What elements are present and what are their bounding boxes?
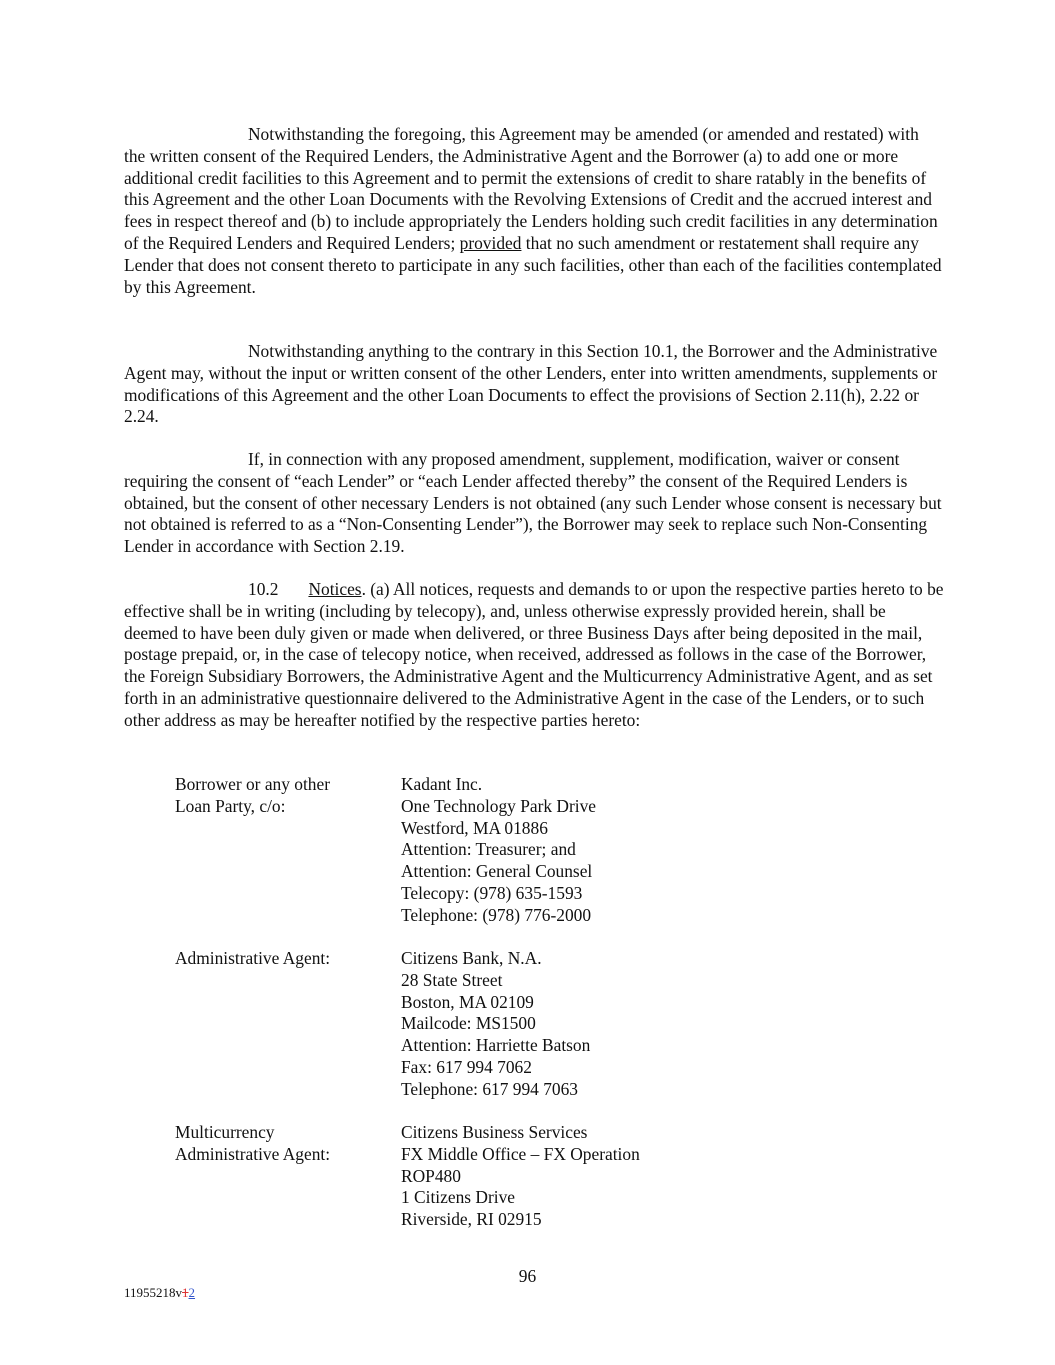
paragraph-non-consenting-lender xyxy=(124,449,944,558)
paragraph-amendment-facilities xyxy=(124,124,944,298)
address-line: Fax: 617 994 7062 xyxy=(401,1056,532,1077)
address-line: 28 State Street xyxy=(401,969,503,990)
address-lines xyxy=(401,1122,801,1231)
address-line: ROP480 xyxy=(401,1165,461,1186)
address-line: Mailcode: MS1500 xyxy=(401,1013,536,1034)
section-heading: Notices xyxy=(308,579,362,599)
document-id xyxy=(124,1285,195,1301)
address-label-line: Administrative Agent: xyxy=(175,948,331,968)
address-label xyxy=(175,774,395,818)
address-label xyxy=(175,1122,395,1166)
address-label-line: Borrower or any other xyxy=(175,774,331,794)
address-line: Riverside, RI 02915 xyxy=(401,1209,542,1230)
document-id-inserted: 2 xyxy=(188,1285,196,1300)
address-line: 1 Citizens Drive xyxy=(401,1187,515,1208)
address-line: Attention: General Counsel xyxy=(401,861,593,882)
address-label-line: Loan Party, c/o: xyxy=(175,795,286,816)
section-number: 10.2 xyxy=(248,579,279,599)
address-line: Attention: Treasurer; and xyxy=(401,839,576,860)
paragraph-2-text: Notwithstanding anything to the contrary in this Section 10.1, the Borrower and the Administrative Agent may, without the input or written consent of the other Lenders, enter into written amendments, supplements or modifications of this Agreement and the other Loan Documents to effect the provisions of Section 2.11(h), 2.22 or 2.24. xyxy=(124,341,938,427)
address-lines xyxy=(401,774,801,927)
paragraph-notices xyxy=(124,579,944,732)
address-line: FX Middle Office – FX Operation xyxy=(401,1143,640,1164)
document-id-base: 11955218v xyxy=(124,1285,183,1300)
page-number: 96 xyxy=(518,1266,537,1286)
provided-term: provided xyxy=(459,232,522,253)
address-lines xyxy=(401,948,801,1101)
address-line: Citizens Business Services xyxy=(401,1122,588,1142)
paragraph-1-before: Notwithstanding the foregoing, this Agreement may be amended (or amended and restated) with the written consent of the Required Lenders, the Administrative Agent and the Borrower (a) to add one or more additional credit facilities to this Agreement and to permit the extensions of credit to share ratably in the benefits of this Agreement and the other Loan Documents with the Revolving Extensions of Credit and the accrued interest and fees in respect thereof and (b) to include appropriately the Lenders holding such credit facilities in any determination of the Required Lenders and Required Lenders; xyxy=(124,124,938,253)
address-label-line: Administrative Agent: xyxy=(175,1143,331,1164)
paragraph-1-after: that no such amendment or restatement shall require any Lender that does not consent thereto to participate in any such facilities, other than each of the facilities contemplated by this Agreement. xyxy=(124,232,942,297)
address-line: One Technology Park Drive xyxy=(401,795,597,816)
address-line: Citizens Bank, N.A. xyxy=(401,948,542,968)
document-id-deleted: 1 xyxy=(182,1285,189,1300)
address-line: Telecopy: (978) 635-1593 xyxy=(401,882,583,903)
address-line: Telephone: 617 994 7063 xyxy=(401,1078,579,1099)
paragraph-3-text: If, in connection with any proposed amendment, supplement, modification, waiver or consent requiring the consent of “each Lender” or “each Lender affected thereby” the consent of the Required Lenders is obtained, but the consent of other necessary Lenders is not obtained (any such Lender whose consent is necessary but not obtained is referred to as a “Non-Consenting Lender”), the Borrower may seek to replace such Non-Consenting Lender in accordance with Section 2.19. xyxy=(124,449,942,557)
paragraph-4-text: . (a) All notices, requests and demands to or upon the respective parties hereto to be effective shall be in writing (including by telecopy), and, unless otherwise expressly provided herein, shall be deemed to have been duly given or made when delivered, or three Business Days after being deposited in the mail, postage prepaid, or, in the case of telecopy notice, when received, addressed as follows in the case of the Borrower, the Foreign Subsidiary Borrowers, the Administrative Agent and the Multicurrency Administrative Agent, and as set forth in an administrative questionnaire delivered to the Administrative Agent in the case of the Lenders, or to such other address as may be hereafter notified by the respective parties hereto: xyxy=(124,579,944,730)
address-label-line: Multicurrency xyxy=(175,1122,275,1142)
address-line: Boston, MA 02109 xyxy=(401,991,534,1012)
address-line: Attention: Harriette Batson xyxy=(401,1035,591,1056)
address-label xyxy=(175,948,395,970)
address-line: Telephone: (978) 776-2000 xyxy=(401,904,592,925)
paragraph-section-10-1 xyxy=(124,341,944,428)
address-line: Kadant Inc. xyxy=(401,774,483,794)
address-line: Westford, MA 01886 xyxy=(401,817,548,838)
